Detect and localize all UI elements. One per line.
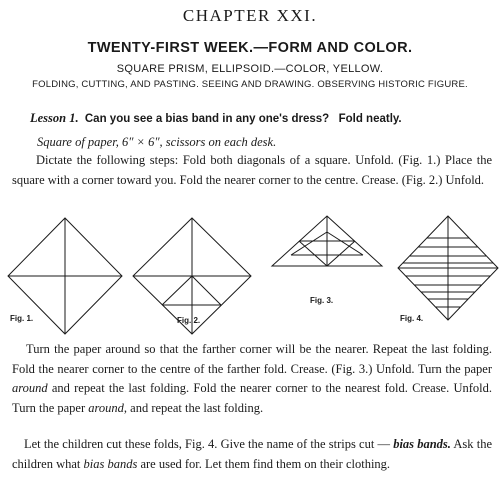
chapter-heading: CHAPTER XXI. (182, 6, 318, 25)
folding-diagrams (0, 210, 500, 340)
folding-figures (0, 210, 500, 340)
subtitle-activities: FOLDING, CUTTING, AND PASTING. SEEING AND DRAWING. OBSERVING HISTORIC FIGURE. (32, 79, 468, 90)
emphasis-bias-bands: bias bands (83, 456, 138, 471)
paragraph-folding-steps: Turn the paper around so that the farther corner will be the nearer. Repeat the last folding. Fold the nearer corner to the centre of the farther fold. Crease. (Fig. 3.) Unfold. Turn the paper around and repeat the last folding. Fold the nearer corner to the nearest fold. Crease. Unfold. Turn the paper around, and repeat the last folding. (12, 342, 492, 415)
week-title: TWENTY-FIRST WEEK.—FORM AND COLOR. (87, 40, 413, 56)
figure-3-label: Fig. 3. (310, 296, 334, 305)
paragraph-dictation: Dictate the following steps: Fold both diagonals of a square. Unfold. (Fig. 1.) Place the square with a corner toward you. Fold the nearer corner to the centre. Crease. (Fig. 2.) Unfold. (12, 153, 492, 187)
figure-2-label: Fig. 2. (177, 316, 201, 325)
figure-3-diagram (272, 216, 382, 266)
emphasis-bias-bands: bias bands. (393, 437, 451, 451)
emphasis-around: around (12, 381, 48, 395)
emphasis-around: around (88, 400, 124, 415)
lesson-line (30, 111, 500, 126)
paragraph-bias-bands: Let the children cut these folds, Fig. 4. Give the name of the strips cut — bias bands. Ask the children what bias bands are used for. Let them find them on their clothing. (12, 437, 492, 471)
subtitle-form-color: SQUARE PRISM, ELLIPSOID.—COLOR, YELLOW. (116, 63, 384, 75)
figure-4-label: Fig. 4. (400, 314, 424, 323)
lesson-question: Can you see a bias band in any one's dress? (84, 113, 330, 125)
lesson-instruction: Fold neatly. (338, 113, 402, 125)
materials-line: Square of paper, 6″ × 6″, scissors on each desk. (37, 135, 277, 149)
figure-4-diagram (398, 216, 498, 320)
lesson-number: Lesson 1. (30, 111, 79, 125)
figure-1-label: Fig. 1. (10, 314, 34, 323)
